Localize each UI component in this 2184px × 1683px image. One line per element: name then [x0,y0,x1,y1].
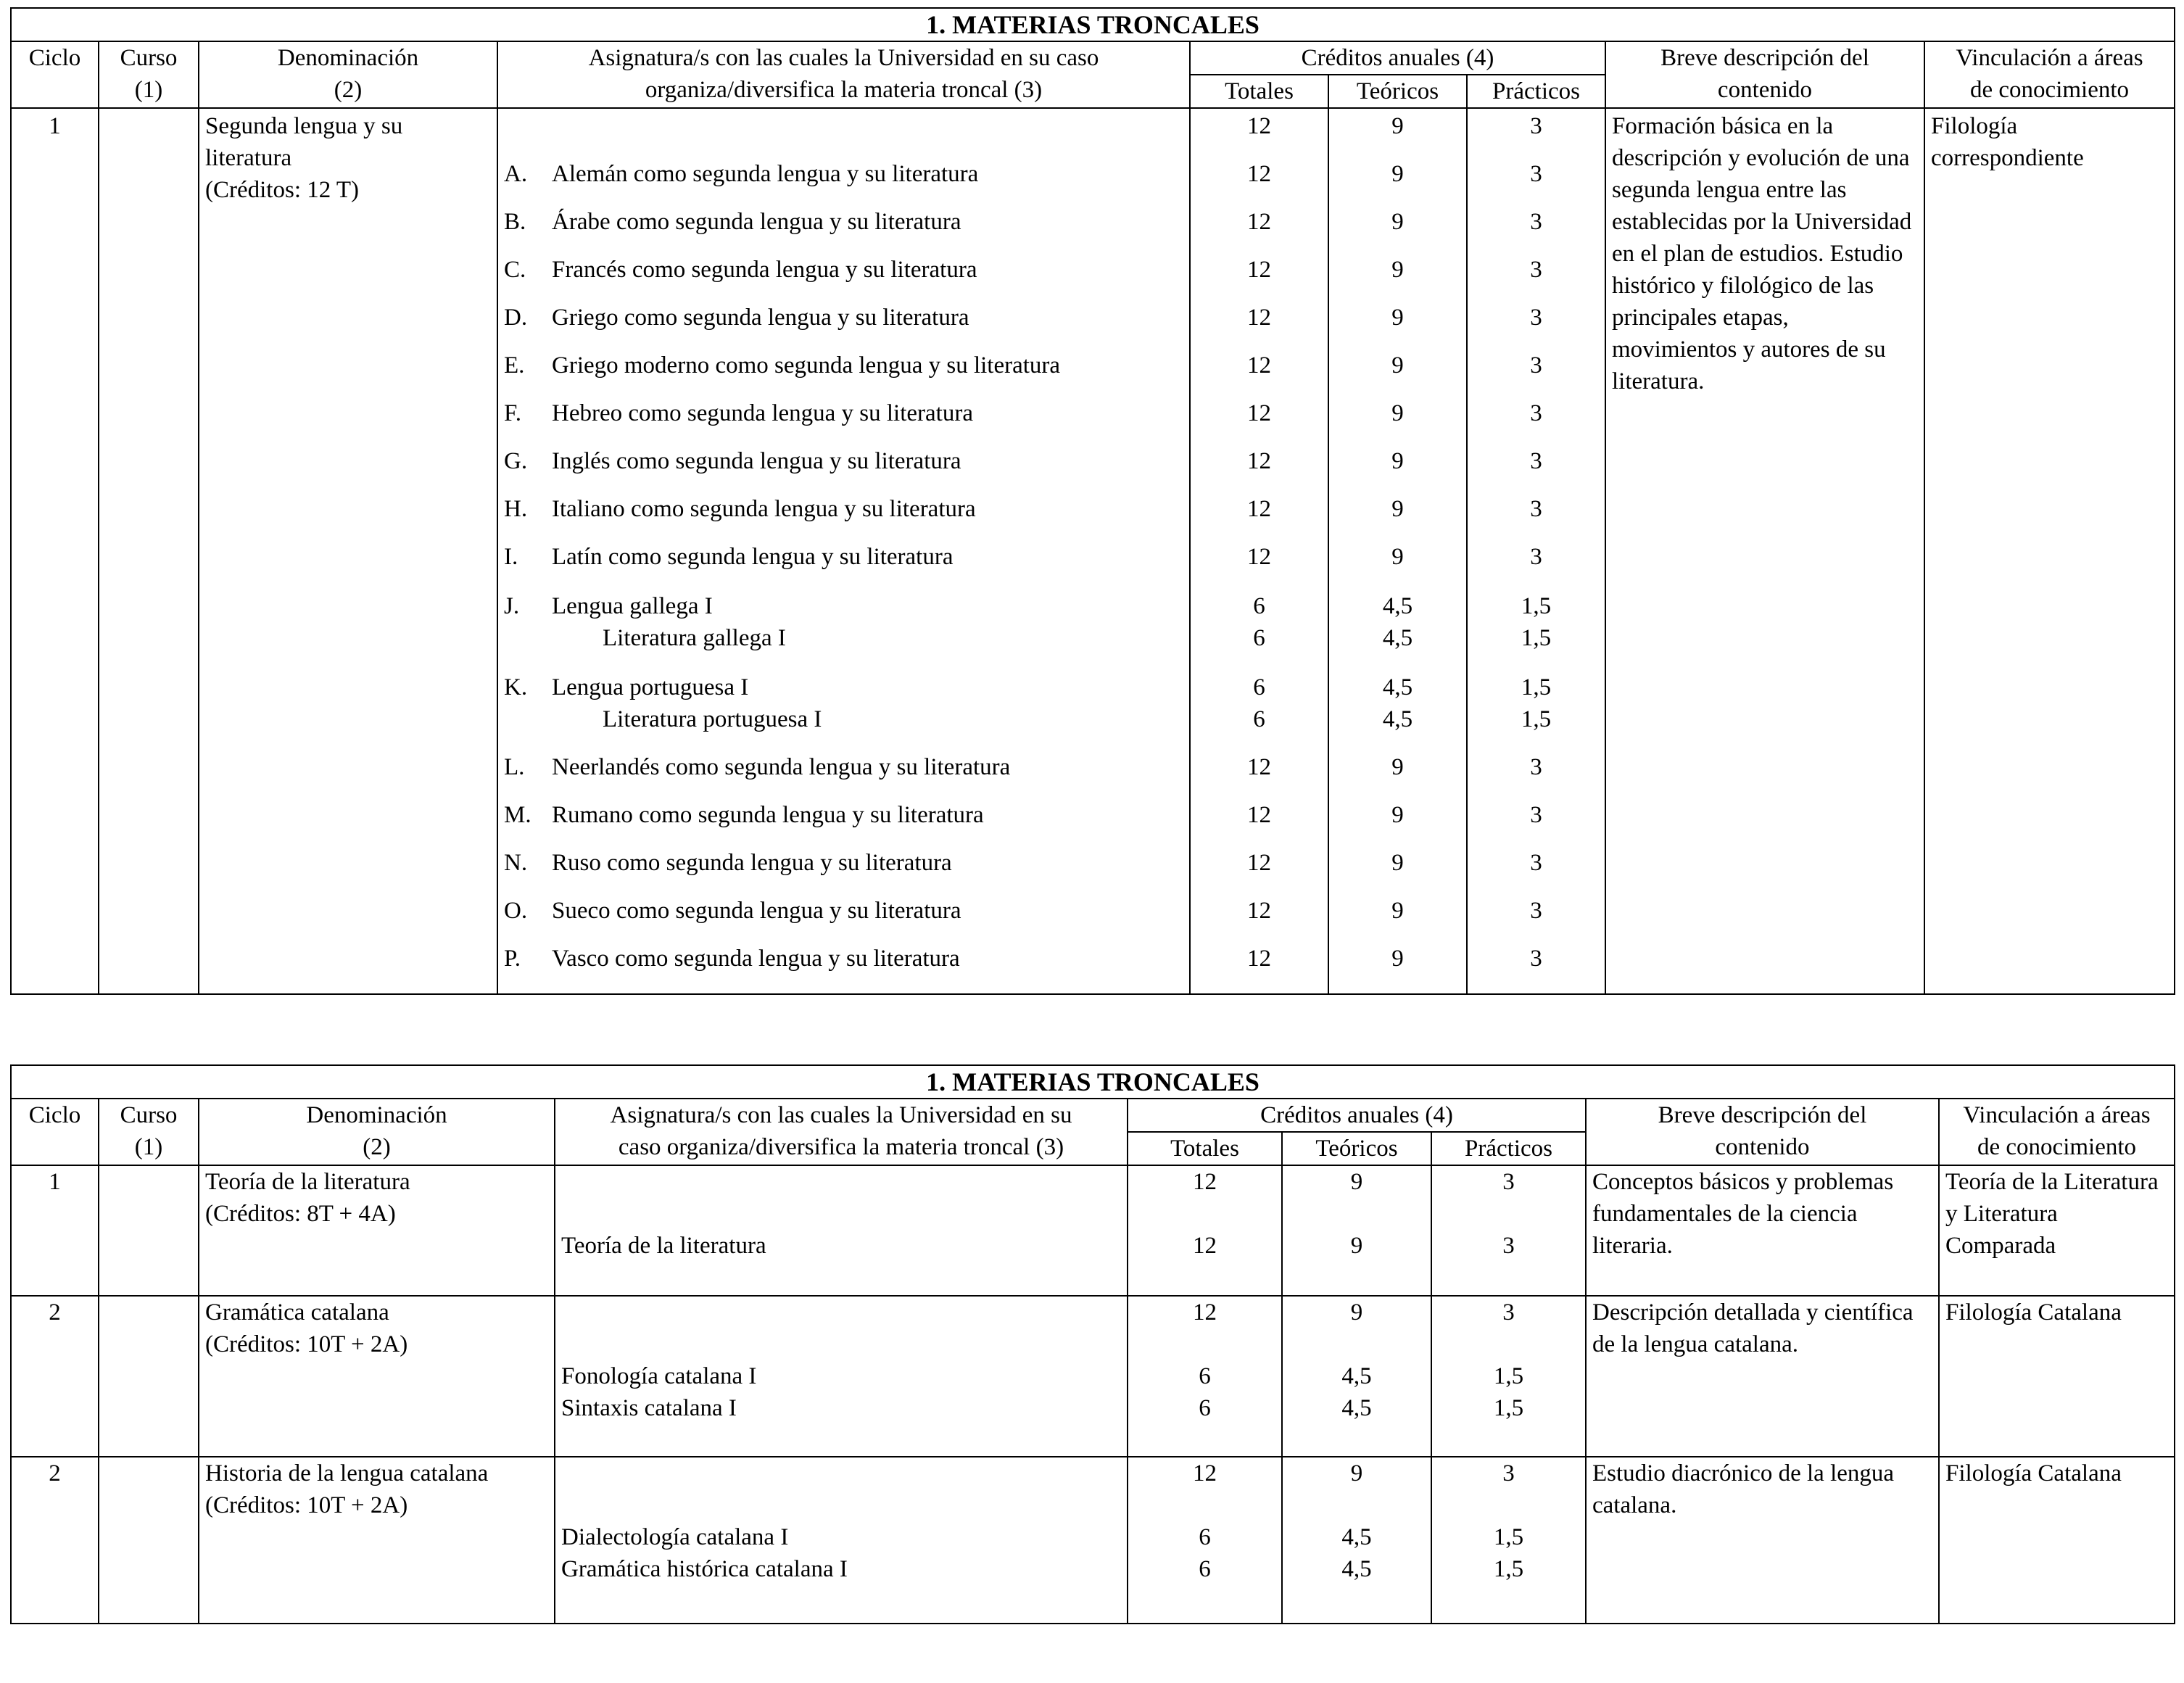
credit-value: 12 [1247,496,1271,522]
table-title: 1. MATERIAS TRONCALES [11,8,2175,41]
credit-value: 3 [1530,754,1542,780]
subject-name: Hebreo como segunda lengua y su literatura [552,400,973,426]
vinculacion-cell: Teoría de la Literatura y Literatura Comparada [1939,1165,2175,1296]
subject-item [504,142,1183,190]
credit-value: 3 [1530,496,1542,522]
subject-item [504,334,1183,381]
denominacion-cell: Gramática catalana (Créditos: 10T + 2A) [199,1296,555,1457]
subject-letter: K. [504,674,528,700]
curso-cell [99,1296,199,1457]
subject-item [504,671,1183,703]
subject-letter: J. [504,593,520,619]
subject-name: Inglés como segunda lengua y su literatura [552,448,961,474]
credit-value: 9 [1391,946,1404,972]
teoricos-cell [1328,108,1467,994]
credit-value: 12 [1247,161,1271,187]
descripcion-cell: Descripción detallada y científica de la lengua catalana. [1586,1296,1939,1457]
ciclo-cell: 1 [11,1165,99,1296]
credit-value: 12 [1247,400,1271,426]
credit-value: 12 [1247,802,1271,828]
practicos-cell: 3 1,5 1,5 [1431,1296,1586,1457]
header-asignaturas: Asignatura/s con las cuales la Universidad en su caso organiza/diversifica la materia troncal (3) [555,1099,1128,1165]
header-totales: Totales [1128,1132,1282,1165]
subject-name: Griego moderno como segunda lengua y su literatura [552,352,1061,379]
credit-value: 4,5 [1382,593,1413,619]
credit-value: 3 [1530,946,1542,972]
credit-value: 12 [1247,898,1271,924]
credit-value: 9 [1391,754,1404,780]
credit-value: 9 [1391,257,1404,283]
subject-name: Vasco como segunda lengua y su literatura [552,946,960,972]
credit-value: 3 [1530,898,1542,924]
subject-letter: C. [504,257,526,283]
practicos-cell: 3 1,5 1,5 [1431,1457,1586,1624]
header-descripcion: Breve descripción del contenido [1605,41,1924,108]
credit-value: 1,5 [1521,706,1552,732]
denominacion-cell: Teoría de la literatura (Créditos: 8T + 4A) [199,1165,555,1296]
totales-cell: 12 6 6 [1128,1296,1282,1457]
table-row [11,1165,2175,1296]
subject-name: Latín como segunda lengua y su literatura [552,544,954,570]
credit-value: 9 [1391,850,1404,876]
subject-name: Alemán como segunda lengua y su literatura [552,161,979,187]
subject-name: Árabe como segunda lengua y su literatura [552,209,961,235]
credit-value: 12 [1247,305,1271,331]
subject-item [504,381,1183,429]
credit-value: 3 [1530,352,1542,379]
subject-subitem: Literatura portuguesa I [603,706,822,732]
curso-cell [99,1165,199,1296]
header-totales: Totales [1190,75,1328,108]
curso-cell [99,1457,199,1624]
subject-name: Italiano como segunda lengua y su literatura [552,496,976,522]
credit-value: 3 [1530,544,1542,570]
main-teoricos: 9 [1391,113,1404,139]
header-ciclo: Ciclo [11,41,99,108]
table-row [11,1296,2175,1457]
subject-name: Gramática histórica catalana I [561,1556,848,1582]
asignaturas-cell [555,1165,1128,1296]
subject-letter: I. [504,544,518,570]
subject-letter: H. [504,496,528,522]
subject-name: Sueco como segunda lengua y su literatura [552,898,961,924]
credit-value: 1,5 [1521,593,1552,619]
header-creditos: Créditos anuales (4) [1128,1099,1586,1132]
credit-value: 12 [1247,352,1271,379]
credit-value: 6 [1253,625,1265,651]
subject-name: Lengua gallega I [552,593,713,619]
credit-value: 12 [1247,257,1271,283]
subject-letter: F. [504,400,521,426]
descripcion-cell: Estudio diacrónico de la lengua catalana. [1586,1457,1939,1624]
subject-item [504,429,1183,477]
subject-item [504,190,1183,238]
header-asignaturas: Asignatura/s con las cuales la Universidad en su caso organiza/diversifica la materia troncal (3) [497,41,1190,108]
credit-value: 9 [1391,305,1404,331]
subject-name: Teoría de la literatura [561,1233,766,1259]
subject-item [504,238,1183,286]
materias-troncales-table-2 [10,1064,2175,1624]
teoricos-cell: 9 4,5 4,5 [1282,1457,1431,1624]
header-vinculacion: Vinculación a áreas de conocimiento [1939,1099,2175,1165]
credit-value: 6 [1253,674,1265,700]
main-practicos: 3 [1530,113,1542,139]
subject-item [504,783,1183,831]
subject-letter: N. [504,850,528,876]
credit-value: 3 [1530,802,1542,828]
header-practicos: Prácticos [1467,75,1605,108]
credit-value: 9 [1391,544,1404,570]
header-descripcion: Breve descripción del contenido [1586,1099,1939,1165]
subject-name: Dialectología catalana I [561,1524,789,1550]
credit-value: 3 [1530,400,1542,426]
credit-value: 3 [1530,305,1542,331]
totales-cell: 12 12 [1128,1165,1282,1296]
credit-value: 9 [1391,161,1404,187]
totales-cell [1190,108,1328,994]
header-curso: Curso (1) [99,41,199,108]
subject-name: Francés como segunda lengua y su literatura [552,257,977,283]
main-totales: 12 [1247,113,1271,139]
subject-name: Lengua portuguesa I [552,674,749,700]
credit-value: 3 [1530,257,1542,283]
credit-value: 9 [1391,802,1404,828]
header-denominacion: Denominación (2) [199,1099,555,1165]
header-creditos: Créditos anuales (4) [1190,41,1605,75]
vinculacion-cell: Filología Catalana [1939,1457,2175,1624]
credit-value: 12 [1247,448,1271,474]
subject-letter: A. [504,161,528,187]
subject-letter: D. [504,305,528,331]
header-vinculacion: Vinculación a áreas de conocimiento [1924,41,2175,108]
ciclo-cell: 2 [11,1457,99,1624]
credit-value: 9 [1391,209,1404,235]
credit-value: 12 [1247,850,1271,876]
subject-name: Sintaxis catalana I [561,1395,737,1421]
asignaturas-cell [497,108,1190,994]
curso-cell [99,108,199,994]
header-curso: Curso (1) [99,1099,199,1165]
denominacion-cell: Historia de la lengua catalana (Créditos: 10T + 2A) [199,1457,555,1624]
credit-value: 9 [1391,400,1404,426]
credit-value: 4,5 [1382,625,1413,651]
subject-letter: P. [504,946,521,972]
table-title: 1. MATERIAS TRONCALES [11,1065,2175,1099]
credit-value: 12 [1247,754,1271,780]
teoricos-cell: 9 9 [1282,1165,1431,1296]
credit-value: 6 [1253,706,1265,732]
subject-name: Griego como segunda lengua y su literatura [552,305,969,331]
asignaturas-cell [555,1296,1128,1457]
header-teoricos: Teóricos [1328,75,1467,108]
header-practicos: Prácticos [1431,1132,1586,1165]
vinculacion-cell: Filología Catalana [1939,1296,2175,1457]
credit-value: 1,5 [1521,674,1552,700]
header-ciclo: Ciclo [11,1099,99,1165]
credit-value: 12 [1247,209,1271,235]
subject-item [504,735,1183,783]
vinculacion-cell: Filología correspondiente [1924,108,2175,994]
subject-letter: M. [504,802,531,828]
subject-letter: O. [504,898,528,924]
header-denominacion: Denominación (2) [199,41,497,108]
subject-letter: B. [504,209,526,235]
subject-item [504,590,1183,622]
subject-name: Ruso como segunda lengua y su literatura [552,850,952,876]
subject-letter: L. [504,754,525,780]
practicos-cell: 3 3 [1431,1165,1586,1296]
descripcion-cell: Formación básica en la descripción y evolución de una segunda lengua entre las establecidas por la Universidad en el plan de estudios. Estudio histórico y filológico de las principales etapas, movimientos y autores de su literatura. [1605,108,1924,994]
subject-item [504,286,1183,334]
subject-item [504,927,1183,975]
credit-value: 3 [1530,448,1542,474]
materias-troncales-table-1 [10,7,2175,995]
credit-value: 9 [1391,448,1404,474]
header-teoricos: Teóricos [1282,1132,1431,1165]
credit-value: 9 [1391,352,1404,379]
ciclo-cell: 2 [11,1296,99,1457]
credit-value: 9 [1391,898,1404,924]
credit-value: 1,5 [1521,625,1552,651]
credit-value: 4,5 [1382,674,1413,700]
subject-subitem: Literatura gallega I [603,625,786,651]
subject-letter: G. [504,448,528,474]
teoricos-cell: 9 4,5 4,5 [1282,1296,1431,1457]
denominacion-cell: Segunda lengua y su literatura (Créditos: 12 T) [199,108,497,994]
credit-value: 12 [1247,544,1271,570]
subject-name: Fonología catalana I [561,1363,757,1389]
table-row [11,1457,2175,1624]
descripcion-cell: Conceptos básicos y problemas fundamentales de la ciencia literaria. [1586,1165,1939,1296]
subject-item [504,879,1183,927]
totales-cell: 12 6 6 [1128,1457,1282,1624]
credit-value: 12 [1247,946,1271,972]
practicos-cell [1467,108,1605,994]
subject-name: Neerlandés como segunda lengua y su literatura [552,754,1011,780]
subject-name: Rumano como segunda lengua y su literatura [552,802,984,828]
subject-item [504,477,1183,525]
credit-value: 9 [1391,496,1404,522]
credit-value: 3 [1530,850,1542,876]
credit-value: 4,5 [1382,706,1413,732]
credit-value: 6 [1253,593,1265,619]
asignaturas-cell [555,1457,1128,1624]
credit-value: 3 [1530,209,1542,235]
credit-value: 3 [1530,161,1542,187]
subject-letter: E. [504,352,525,379]
subject-item [504,525,1183,573]
ciclo-cell: 1 [11,108,99,994]
subject-item [504,831,1183,879]
